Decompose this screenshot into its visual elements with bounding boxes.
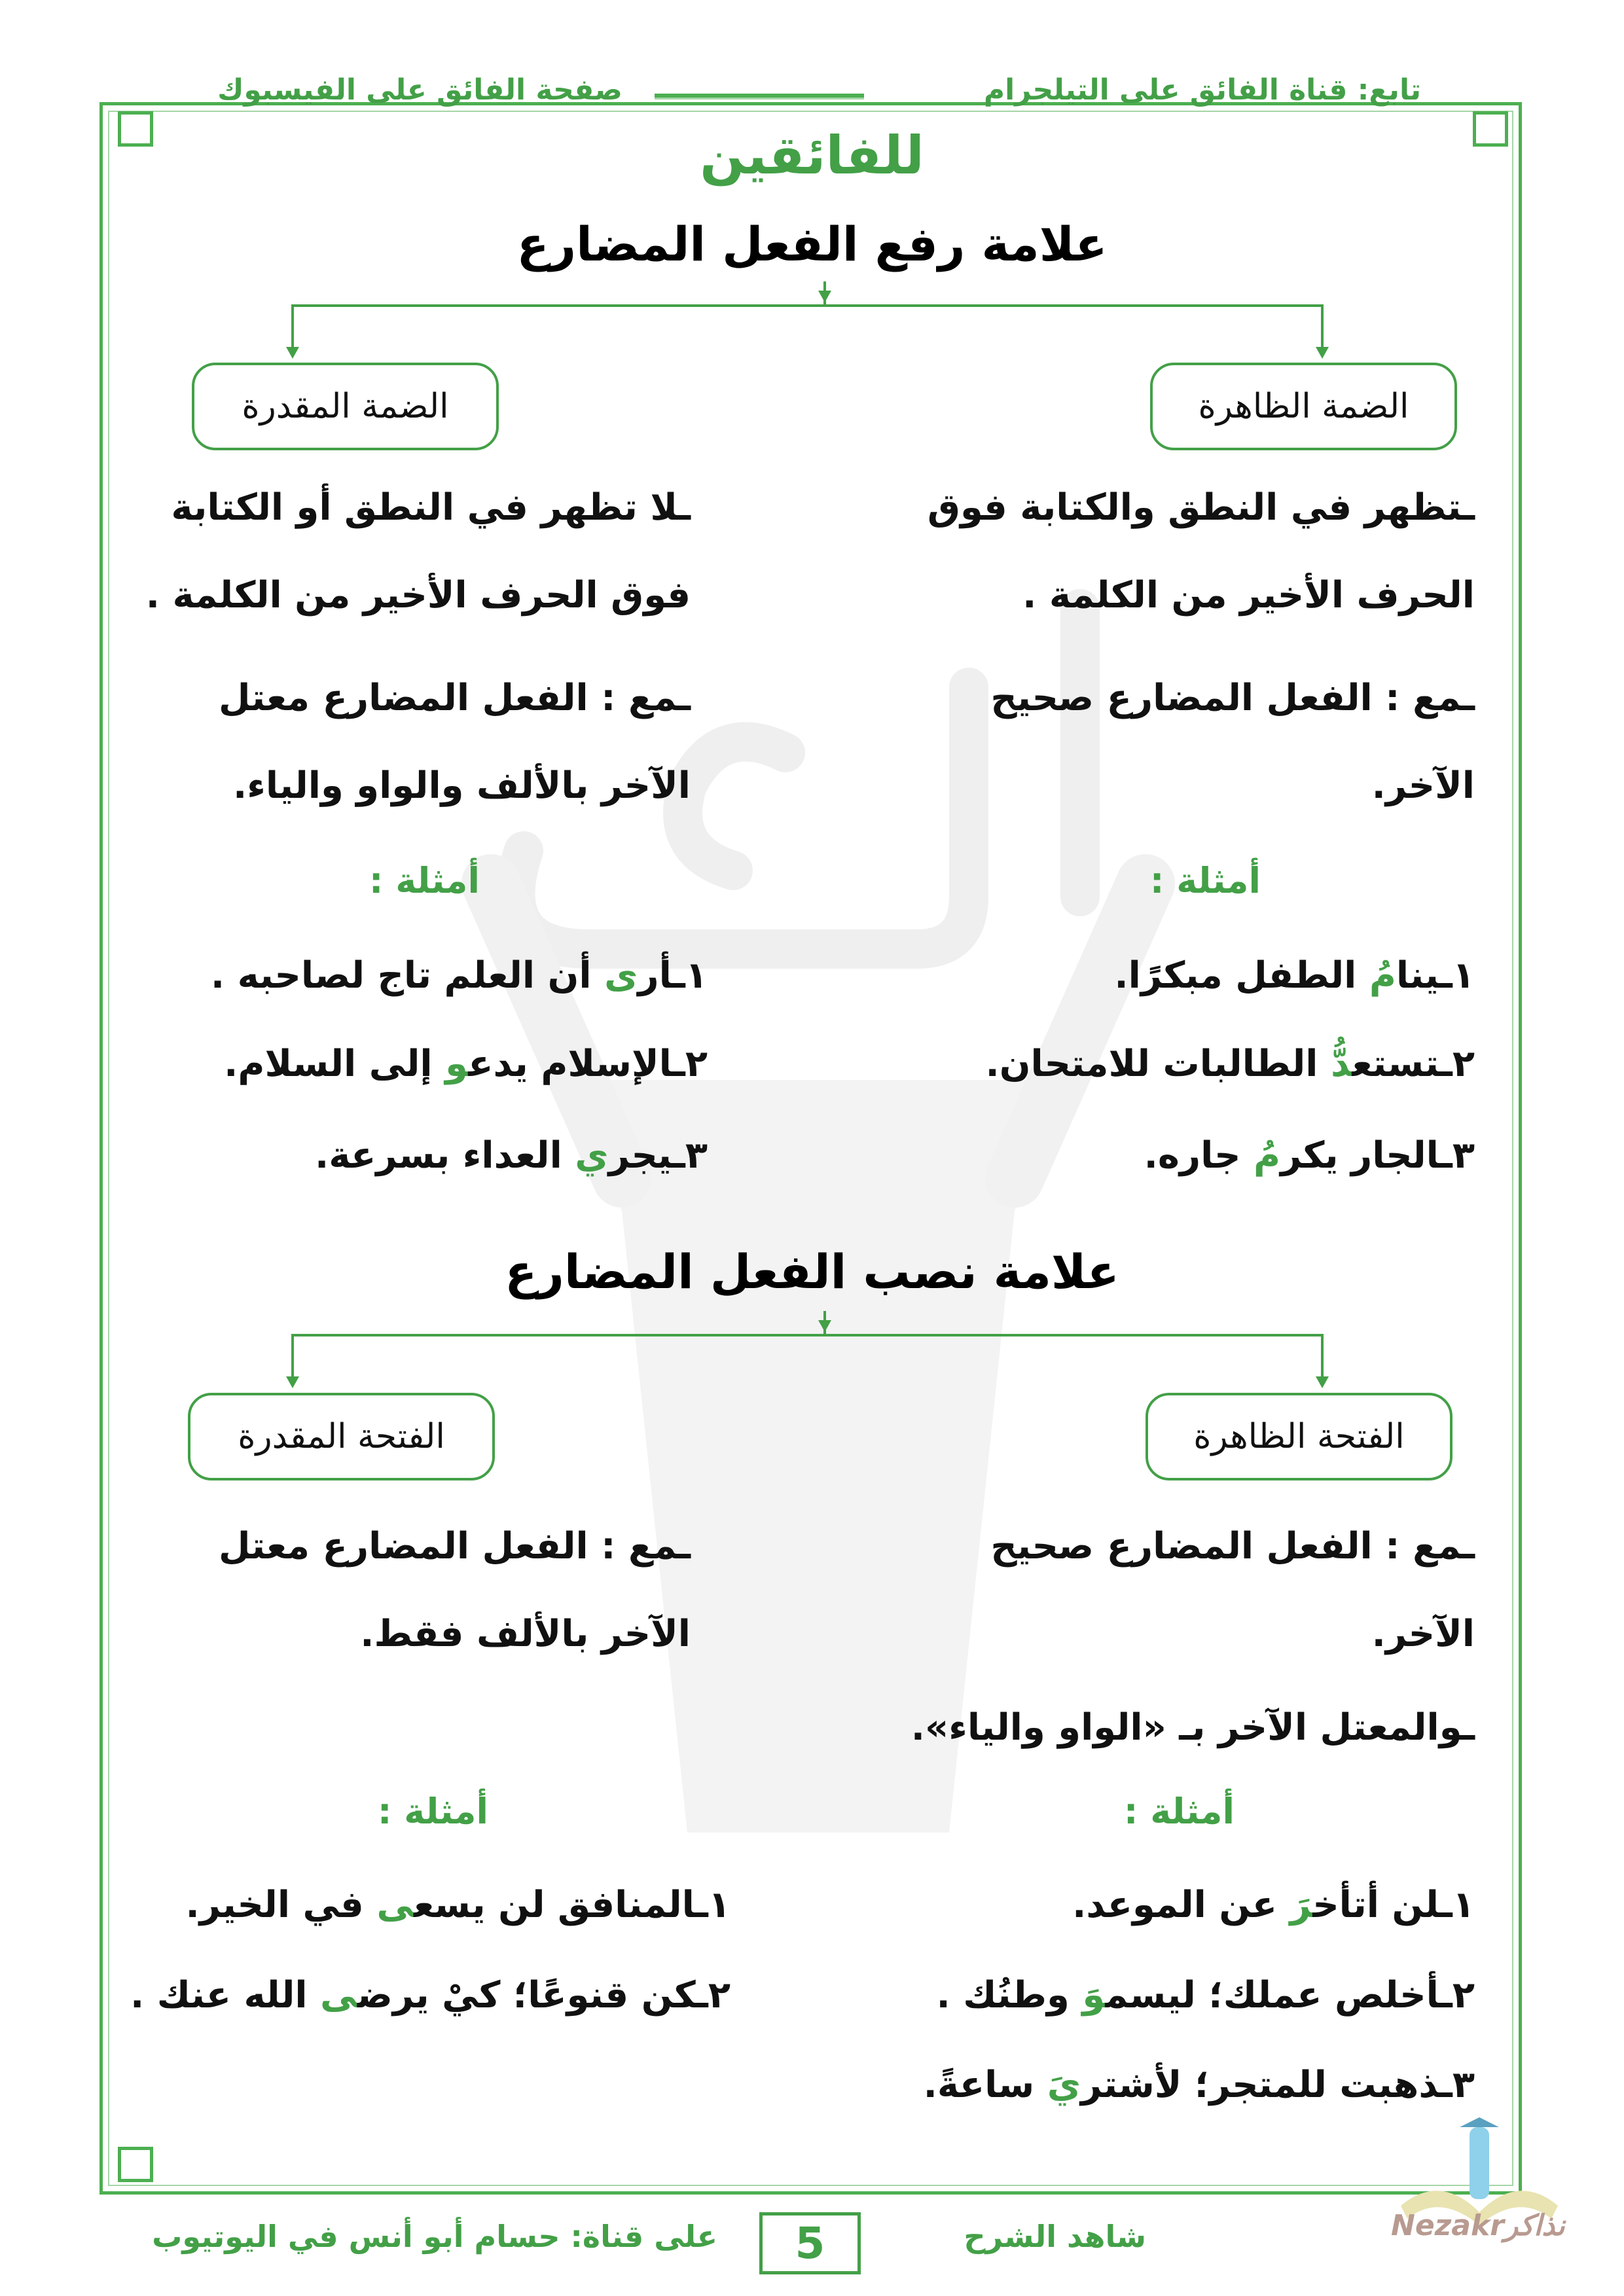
brand-title: للفائقين [700,125,924,186]
example-highlight: دُّ [1331,1043,1352,1085]
example-text: الله عنك . [130,1974,321,2017]
header-divider [655,94,864,99]
section2-title: علامة نصب الفعل المضارع [505,1244,1119,1299]
example-highlight: ي [575,1134,609,1177]
example-line [130,1973,731,2017]
tree-connector [293,304,1322,307]
tree-connector [291,1334,294,1380]
example-text: ٣ـالجار يكر [1280,1134,1475,1177]
arrow-down-icon [1316,347,1329,359]
example-text: ٢ـكن قنوعًا؛ كيْ يرض [357,1974,731,2017]
example-text: جاره. [1144,1134,1254,1177]
example-highlight: وَ [1082,1974,1106,2017]
example-text: ١ـلن أتأخ [1312,1884,1475,1926]
rule-line: الآخر بالألف فقط. [360,1613,691,1655]
tree-connector [1321,1334,1324,1380]
examples-label: أمثلة : [1149,860,1261,901]
rule-line: ـمع : الفعل المضارع صحيح [990,677,1475,719]
box-implied-damma: الضمة المقدرة [192,363,499,450]
example-text: ٢ـأخلص عملك؛ ليسم [1105,1974,1475,2017]
rule-line: ـتظهر في النطق والكتابة فوق [927,486,1475,529]
example-line [924,2063,1475,2107]
example-text: ١ـينا [1396,954,1475,997]
rule-line: ـمع : الفعل المضارع معتل [218,677,691,719]
example-text: أن العلم تاج لصاحبه . [210,954,605,997]
example-line [936,1973,1475,2017]
example-line [315,1134,708,1177]
rule-line: الآخر بالألف والواو والياء. [232,764,691,807]
rule-line: الآخر. [1371,764,1475,807]
example-text: العداء بسرعة. [314,1134,575,1177]
example-highlight: ى [320,1974,357,2017]
rule-line: الحرف الأخير من الكلمة . [1022,574,1475,617]
border-corner-ornament [118,2147,153,2182]
nezakr-logo-text: Nezakrنذاكر [1391,2209,1565,2242]
example-line [1144,1134,1475,1177]
example-text: ١ـالمنافق لن يسع [414,1884,731,1926]
example-highlight: رَ [1290,1884,1313,1926]
example-highlight: ى [376,1884,414,1926]
arrow-down-icon [1316,1376,1329,1388]
rule-line: ـوالمعتل الآخر بـ «الواو والياء». [911,1706,1475,1749]
example-text: في الخير. [185,1884,377,1926]
rule-line: ـمع : الفعل المضارع معتل [218,1525,691,1568]
box-implied-fatha: الفتحة المقدرة [188,1393,495,1480]
facebook-page-text: صفحة الفائق على الفيسبوك [217,73,623,107]
tree-connector [293,1334,1322,1336]
example-line [224,1042,708,1086]
arrow-down-icon [818,1320,831,1332]
example-text: ٣ـيجر [608,1134,708,1177]
example-line [985,1042,1475,1086]
example-line [211,954,708,997]
rule-line: ـمع : الفعل المضارع صحيح [990,1525,1475,1568]
tree-connector [1321,304,1324,350]
example-text: إلى السلام. [224,1043,446,1085]
arrow-down-icon [818,291,831,302]
example-text: ساعةً. [923,2064,1047,2106]
section1-title: علامة رفع الفعل المضارع [516,217,1108,272]
example-highlight: ى [604,954,638,997]
example-highlight: يَ [1047,2064,1081,2106]
rule-line: ـلا تظهر في النطق أو الكتابة [171,486,691,529]
example-text: ٢ـتستع [1352,1043,1475,1085]
arrow-down-icon [286,1376,299,1388]
examples-label: أمثلة : [377,1791,488,1832]
example-highlight: مُ [1369,954,1396,997]
example-text: الطفل مبكرًا. [1114,954,1369,997]
telegram-channel-text: تابع: قناة الفائق على التيلجرام [983,73,1421,107]
rule-line: فوق الحرف الأخير من الكلمة . [145,574,691,617]
example-line [1072,1883,1475,1927]
examples-label: أمثلة : [369,860,480,901]
example-line [1114,954,1475,997]
example-text: وطنُك . [936,1974,1083,2017]
example-highlight: و [445,1043,469,1085]
example-highlight: مُ [1254,1134,1281,1177]
footer-watch-text: شاهد الشرح [964,2219,1146,2254]
example-text: الطالبات للامتحان. [985,1043,1331,1085]
page-number: 5 [759,2212,861,2274]
rule-line: الآخر. [1371,1613,1475,1655]
example-text: ٢ـالإسلام يدع [468,1043,708,1085]
example-text: ٣ـذهبت للمتجر؛ لأشتر [1081,2064,1475,2106]
tree-connector [291,304,294,350]
example-line [185,1883,731,1927]
box-visible-fatha: الفتحة الظاهرة [1146,1393,1453,1480]
example-text: ١ـأر [638,954,708,997]
footer-channel-text: على قناة: حسام أبو أنس في اليوتيوب [152,2219,717,2254]
examples-label: أمثلة : [1123,1791,1235,1832]
arrow-down-icon [286,347,299,359]
box-visible-damma: الضمة الظاهرة [1150,363,1457,450]
example-text: عن الموعد. [1072,1884,1290,1926]
